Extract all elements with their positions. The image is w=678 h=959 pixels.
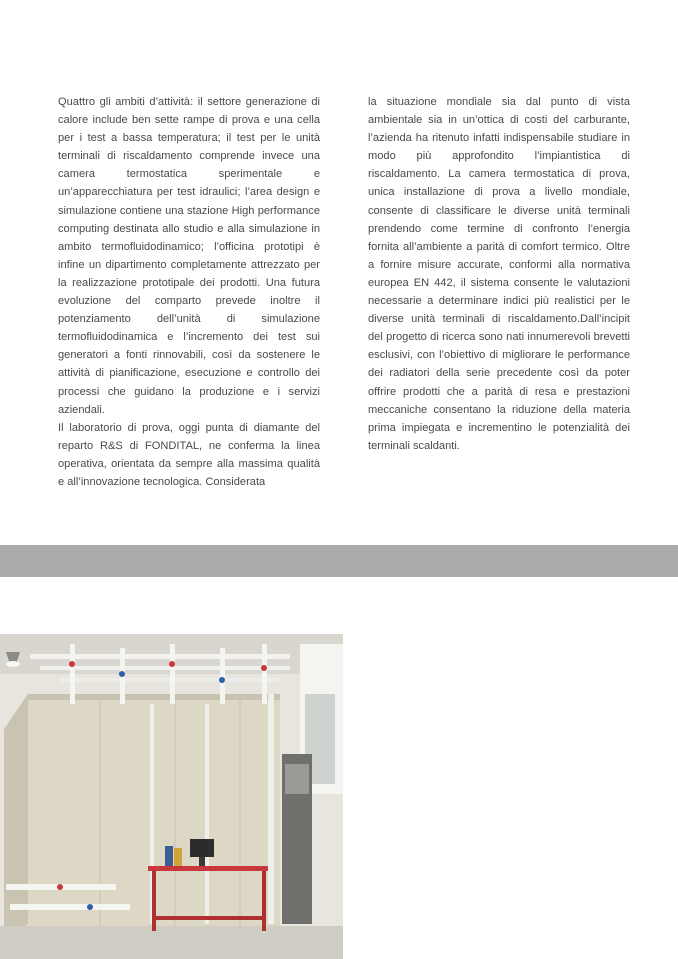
text-column-left [58, 93, 320, 491]
paragraph: la situazione mondiale sia dal punto di vista ambientale sia in un’ottica di costi del carburante, l’azienda ha ritenuto infatti indispensabile studiare in modo più approfondito l’impiantistica di riscaldamento. La camera termostatica di prova, unica installazione di prova a livello mondiale, consente di classificare le diverse unità terminali prendendo come termine di confronto l’energia fornita all’ambiente a parità di comfort termico. Oltre a fornire misure accurate, conformi alla normativa europea EN 442, il sistema consente le valutazioni necessarie a determinare indici più realistici per le diverse unità terminali di riscaldamento.Dall’incipit del progetto di ricerca sono nati innumerevoli brevetti esclusivi, con l’obiettivo di migliorare le performance dei radiatori della serie precedente così da poter offrire prodotti che a parità di resa e prestazioni meccaniche consentano la riduzione della materia prima impiegata e incrementino le potenzialità dei terminali scaldanti. [368, 96, 630, 452]
decorative-band [0, 545, 678, 577]
text-column-right [368, 93, 630, 455]
paragraph: Il laboratorio di prova, oggi punta di diamante del reparto R&S di FONDITAL, ne conferma la linea operativa, orientata da sempre alla massima qualità e all’innovazione tecnologica. Considerata [58, 421, 320, 488]
lab-photo [0, 634, 343, 959]
paragraph: Quattro gli ambiti d’attività: il settore generazione di calore include ben sette rampe di prova e una cella per i test a bassa temperatura; il test per le unità terminali di riscaldamento comprende invece una camera termostatica sperimentale e un’apparecchiatura per test idraulici; l’area design e simulazione contiene una stazione High performance computing destinata allo studio e alla simulazione in ambito termofluidodinamico; l’officina prototipi è infine un dipartimento completamente attrezzato per la realizzazione prototipale dei prodotti. Una futura evoluzione del comparto prevede inoltre il potenziamento dell’unità di simulazione termofluidodinamica e l’incremento dei test sui generatori a fonti rinnovabili, così da sostenere le attività di pianificazione, esecuzione e controllo dei processi che guidano la produzione e i servizi aziendali. [58, 96, 320, 416]
